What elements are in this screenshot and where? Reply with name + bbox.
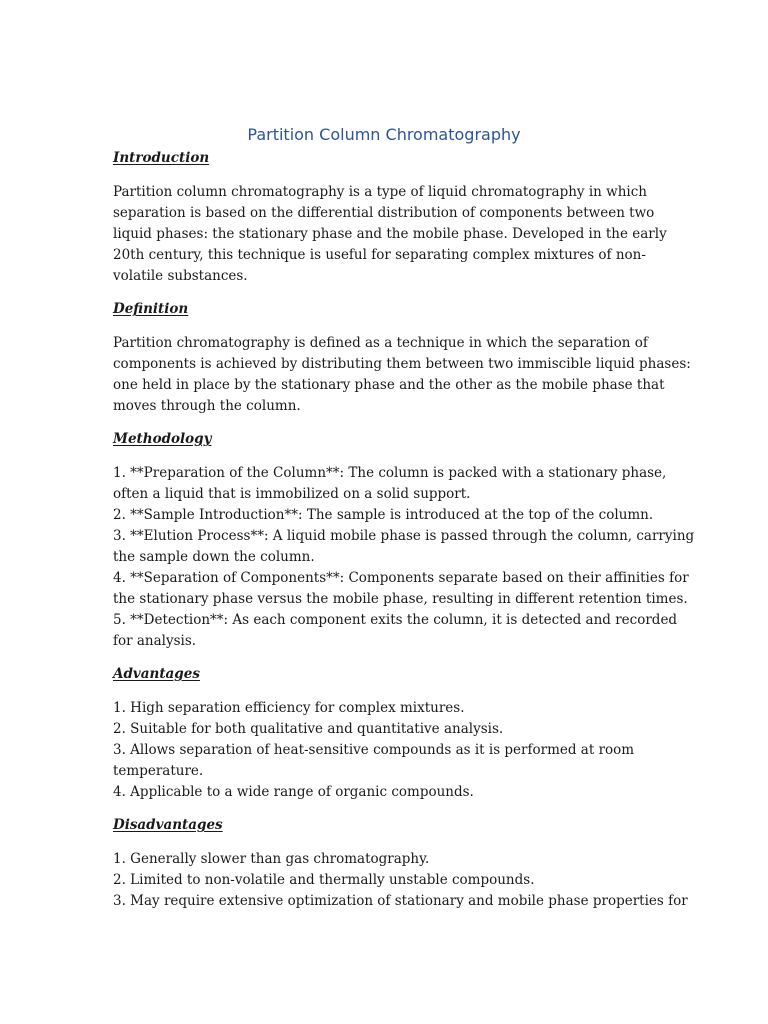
list-item-line: the stationary phase versus the mobile phase, resulting in different retention times. — [113, 591, 688, 607]
list-item-line: 1. **Preparation of the Column**: The column is packed with a stationary phase, — [113, 465, 667, 481]
list-item-line: 3. Allows separation of heat-sensitive compounds as it is performed at room — [113, 742, 635, 758]
paragraph-line: moves through the column. — [113, 398, 301, 414]
paragraph-line: separation is based on the differential distribution of components between two — [113, 205, 655, 221]
section-heading-disadvantages: Disadvantages — [113, 817, 223, 833]
list-item-line: 1. Generally slower than gas chromatography. — [113, 851, 430, 867]
list-item-line: 2. Limited to non-volatile and thermally unstable compounds. — [113, 872, 535, 888]
paragraph-line: one held in place by the stationary phase and the other as the mobile phase that — [113, 377, 665, 393]
list-item-line: often a liquid that is immobilized on a solid support. — [113, 486, 471, 502]
list-item-line: the sample down the column. — [113, 549, 315, 565]
list-item-line: for analysis. — [113, 633, 197, 649]
section-heading-advantages: Advantages — [113, 666, 200, 682]
list-item-line: 5. **Detection**: As each component exits the column, it is detected and recorded — [113, 612, 678, 628]
list-item-line: 2. **Sample Introduction**: The sample is introduced at the top of the column. — [113, 507, 654, 523]
list-item-line: 3. May require extensive optimization of stationary and mobile phase properties for — [113, 893, 688, 909]
list-item-line: 4. **Separation of Components**: Components separate based on their affinities for — [113, 570, 689, 586]
paragraph-line: Partition column chromatography is a type of liquid chromatography in which — [113, 184, 647, 200]
paragraph-line: liquid phases: the stationary phase and the mobile phase. Developed in the early — [113, 226, 667, 242]
section-heading-introduction: Introduction — [113, 150, 210, 166]
list-item-line: 2. Suitable for both qualitative and quantitative analysis. — [113, 721, 504, 737]
section-heading-definition: Definition — [113, 301, 189, 317]
list-item-line: 3. **Elution Process**: A liquid mobile phase is passed through the column, carrying — [113, 528, 695, 544]
list-item-line: 4. Applicable to a wide range of organic compounds. — [113, 784, 474, 800]
list-item-line: 1. High separation efficiency for complex mixtures. — [113, 700, 465, 716]
paragraph-line: Partition chromatography is defined as a technique in which the separation of — [113, 335, 648, 351]
list-item-line: temperature. — [113, 763, 204, 779]
section-heading-methodology: Methodology — [113, 431, 212, 447]
document-title: Partition Column Chromatography — [247, 125, 521, 144]
paragraph-line: 20th century, this technique is useful for separating complex mixtures of non- — [113, 247, 646, 263]
paragraph-line: volatile substances. — [113, 268, 248, 284]
paragraph-line: components is achieved by distributing them between two immiscible liquid phases: — [113, 356, 691, 372]
